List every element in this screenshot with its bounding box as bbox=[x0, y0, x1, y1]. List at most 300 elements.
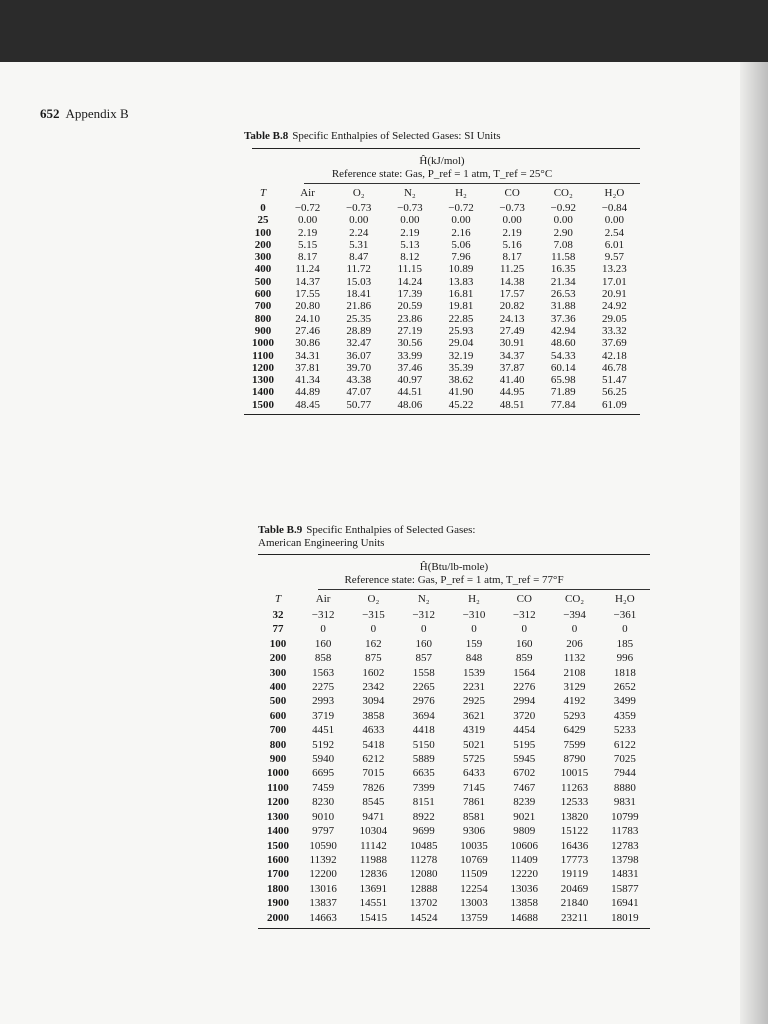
table-b8-value-cell: 32.47 bbox=[346, 337, 372, 350]
table-b8-value-cell: 11.72 bbox=[346, 263, 371, 276]
table-b8-value-cell: 37.46 bbox=[397, 361, 423, 374]
table-b9-col-header: N₂ bbox=[417, 593, 430, 605]
table-b9-value-cell: 12836 bbox=[359, 868, 388, 881]
table-b9-value-cell: 13016 bbox=[309, 882, 337, 895]
table-b9-row bbox=[258, 896, 650, 910]
table-b8-value-cell: 30.91 bbox=[499, 337, 525, 350]
table-b9-value-cell: 2231 bbox=[462, 681, 485, 694]
table-b8-value-cell: 0.00 bbox=[451, 214, 471, 227]
table-b9-value-cell: 2994 bbox=[513, 695, 536, 708]
table-b9-temperature-cell: 800 bbox=[269, 738, 287, 751]
table-b9-value-cell: 12533 bbox=[560, 796, 589, 809]
table-b9-temperature-cell: 200 bbox=[269, 652, 287, 665]
table-b9-value-cell: 7599 bbox=[563, 738, 586, 751]
table-b9-value-cell: 3621 bbox=[462, 709, 485, 722]
table-b8-value-cell: 37.81 bbox=[295, 361, 320, 374]
table-b8-value-cell: 5.06 bbox=[451, 238, 471, 251]
table-b9-value-cell: 17773 bbox=[560, 853, 589, 866]
table-b8-row bbox=[244, 399, 640, 411]
table-b9-temperature-cell: 1100 bbox=[267, 781, 289, 794]
table-b9-value-cell: 10485 bbox=[409, 839, 438, 852]
table-b9-top-rule bbox=[258, 554, 650, 555]
table-b9-title-line1: Specific Enthalpies of Selected Gases: bbox=[306, 524, 476, 536]
table-b9-value-cell: 185 bbox=[616, 637, 634, 650]
table-b8-value-cell: 9.57 bbox=[604, 251, 625, 264]
table-b9-value-cell: 11988 bbox=[359, 853, 387, 866]
table-b9-value-cell: 11278 bbox=[410, 853, 438, 866]
table-b9-row bbox=[258, 752, 650, 766]
table-b8-value-cell: 36.07 bbox=[346, 349, 372, 362]
table-b9-value-cell: 10304 bbox=[359, 825, 388, 838]
table-b9-title-line2: American Engineering Units bbox=[258, 537, 385, 549]
table-b9-value-cell: 3694 bbox=[412, 709, 435, 722]
table-b9-value-cell: −315 bbox=[362, 609, 385, 621]
table-b9-value-cell: 11263 bbox=[561, 781, 589, 794]
table-b9-row bbox=[258, 723, 650, 737]
table-b8-temperature-cell: 500 bbox=[254, 275, 272, 288]
table-b9-value-cell: 206 bbox=[566, 637, 583, 650]
table-b9-value-cell: −394 bbox=[563, 609, 586, 621]
table-b9-value-cell: 0 bbox=[320, 623, 326, 636]
table-b9-value-cell: 3094 bbox=[362, 695, 385, 708]
table-b8-value-cell: 25.93 bbox=[448, 324, 474, 337]
table-b8-value-cell: 41.40 bbox=[499, 374, 525, 387]
table-b8-value-cell: 2.19 bbox=[502, 226, 522, 239]
table-b9-value-cell: 10799 bbox=[611, 810, 639, 823]
table-b9-row bbox=[258, 911, 650, 925]
table-b8-value-cell: 28.89 bbox=[346, 324, 372, 337]
table-b9-bottom-rule bbox=[258, 928, 650, 929]
table-b8-value-cell: 7.96 bbox=[451, 251, 471, 264]
table-b8-value-cell: 2.54 bbox=[604, 226, 625, 239]
table-b9-row bbox=[258, 882, 650, 896]
table-b9-temperature-cell: 1800 bbox=[267, 882, 289, 895]
table-b9-value-cell: 14551 bbox=[359, 897, 388, 910]
table-b9-value-cell: 2976 bbox=[412, 695, 435, 708]
table-b9-value-cell: 1564 bbox=[513, 666, 536, 679]
table-b9-row bbox=[258, 824, 650, 838]
table-b8-value-cell: 22.85 bbox=[448, 312, 474, 325]
table-b9-value-cell: 2108 bbox=[563, 666, 586, 679]
table-b9-value-cell: 9797 bbox=[312, 825, 335, 838]
table-b8-value-cell: 5.13 bbox=[400, 238, 420, 251]
table-b8-title: Specific Enthalpies of Selected Gases: SI Units bbox=[292, 130, 501, 142]
table-b9-value-cell: 11142 bbox=[360, 839, 387, 852]
table-b8-value-cell: 33.32 bbox=[602, 324, 627, 337]
table-b8-value-cell: 21.86 bbox=[346, 300, 372, 313]
table-b8-value-cell: 20.59 bbox=[397, 300, 423, 313]
table-b9-value-cell: 3858 bbox=[362, 709, 385, 722]
table-b8-value-cell: 34.31 bbox=[295, 349, 320, 362]
table-b8-row bbox=[244, 362, 640, 374]
table-b8-temperature-cell: 1300 bbox=[252, 374, 274, 387]
table-b9-value-cell: 2925 bbox=[462, 695, 485, 708]
table-b9-value-cell: 8151 bbox=[412, 796, 435, 809]
table-b9-temperature-cell: 500 bbox=[269, 695, 287, 708]
table-b9-value-cell: 857 bbox=[415, 652, 432, 665]
table-b8-temperature-cell: 1400 bbox=[252, 386, 274, 399]
table-b9-row bbox=[258, 709, 650, 723]
table-b9-value-cell: 11509 bbox=[460, 868, 488, 881]
table-b9-value-cell: 8545 bbox=[362, 796, 385, 809]
table-b9-value-cell: 9831 bbox=[613, 796, 636, 809]
table-b8-body bbox=[244, 202, 640, 411]
table-b9-value-cell: 9471 bbox=[362, 810, 385, 823]
table-b8-value-cell: 8.17 bbox=[297, 251, 318, 264]
table-b9-value-cell: −312 bbox=[412, 609, 436, 621]
table-b8-value-cell: 29.04 bbox=[448, 337, 474, 350]
table-b8-value-cell: 38.62 bbox=[448, 374, 474, 387]
table-b8-value-cell: 2.90 bbox=[553, 226, 573, 239]
table-b9-value-cell: 14688 bbox=[510, 911, 539, 924]
table-b8-top-rule bbox=[252, 148, 640, 149]
table-b9-temperature-cell: 1000 bbox=[267, 767, 289, 780]
table-b9-value-cell: 1563 bbox=[312, 666, 335, 679]
table-b9-value-cell: 2276 bbox=[513, 681, 536, 694]
table-b8-row bbox=[244, 386, 640, 398]
table-b9-value-cell: 6212 bbox=[362, 753, 385, 766]
table-b8-value-cell: 56.25 bbox=[602, 386, 627, 399]
table-b8-temperature-cell: 1100 bbox=[252, 349, 274, 362]
table-b9-col-header: CO bbox=[516, 593, 532, 605]
table-b8-value-cell: 15.03 bbox=[346, 275, 372, 288]
table-b9-value-cell: 5725 bbox=[462, 753, 485, 766]
table-b8-value-cell: 65.98 bbox=[550, 374, 576, 387]
table-b9-unit: Ĥ(Btu/lb-mole) bbox=[419, 561, 489, 573]
table-b8-value-cell: 19.81 bbox=[448, 300, 474, 313]
table-b8-row bbox=[244, 276, 640, 288]
table-b9-value-cell: 13702 bbox=[409, 897, 438, 910]
table-b9-value-cell: 8880 bbox=[613, 781, 636, 794]
table-b8-value-cell: 71.89 bbox=[550, 386, 576, 399]
table-b9-temperature-cell: 32 bbox=[272, 609, 284, 621]
table-b9-value-cell: 13003 bbox=[460, 897, 488, 910]
table-b8-value-cell: 27.49 bbox=[499, 324, 525, 337]
table-b8-value-cell: 33.99 bbox=[397, 349, 423, 362]
table-b9-value-cell: 8922 bbox=[412, 810, 435, 823]
table-b8-value-cell: 41.34 bbox=[295, 374, 320, 387]
table-b8-value-cell: 32.19 bbox=[448, 349, 474, 362]
table-b9-value-cell: 7025 bbox=[613, 753, 636, 766]
table-b8-col-header: CO bbox=[504, 187, 520, 199]
table-b9-value-cell: 3720 bbox=[513, 709, 536, 722]
table-b9-value-cell: 21840 bbox=[560, 897, 589, 910]
table-b9-value-cell: 0 bbox=[521, 623, 528, 636]
table-b9-value-cell: 19119 bbox=[561, 868, 589, 881]
table-b9-temperature-cell: 1400 bbox=[267, 825, 289, 838]
table-b8-value-cell: 47.07 bbox=[346, 386, 372, 399]
table-b9-value-cell: 18019 bbox=[611, 911, 639, 924]
table-b9-value-cell: 11409 bbox=[510, 853, 538, 866]
table-b9-value-cell: 13798 bbox=[611, 853, 639, 866]
table-b8-value-cell: 17.55 bbox=[295, 288, 320, 301]
table-b8-value-cell: 23.86 bbox=[397, 312, 423, 325]
table-b9-value-cell: 1132 bbox=[563, 652, 586, 665]
table-b8-row bbox=[244, 263, 640, 275]
table-b8-temperature-cell: 0 bbox=[260, 202, 266, 214]
table-b8-value-cell: 14.24 bbox=[397, 275, 423, 288]
table-b8-value-cell: 39.70 bbox=[346, 361, 372, 374]
table-b8-value-cell: −0.84 bbox=[601, 202, 628, 214]
table-b8-value-cell: 42.94 bbox=[550, 324, 576, 337]
table-b9 bbox=[258, 524, 650, 929]
table-b9-value-cell: 7467 bbox=[513, 781, 536, 794]
table-b8-value-cell: 0.00 bbox=[297, 214, 318, 227]
table-b9-value-cell: 4192 bbox=[563, 695, 586, 708]
table-b8-value-cell: 25.35 bbox=[346, 312, 372, 325]
table-b9-value-cell: 2275 bbox=[312, 681, 335, 694]
table-b9-temperature-cell: 300 bbox=[269, 666, 287, 679]
table-b8-value-cell: 24.10 bbox=[295, 312, 320, 325]
table-b9-value-cell: 14663 bbox=[309, 911, 337, 924]
table-b9-caption bbox=[258, 524, 650, 550]
table-b8-row bbox=[244, 202, 640, 214]
table-b9-value-cell: 15877 bbox=[611, 882, 639, 895]
table-b9-value-cell: 5150 bbox=[412, 738, 435, 751]
table-b8-value-cell: 51.47 bbox=[602, 374, 627, 387]
table-b8-col-header: H₂O bbox=[604, 187, 625, 199]
table-b9-value-cell: 4319 bbox=[462, 724, 485, 737]
table-b8-temperature-cell: 1200 bbox=[252, 361, 274, 374]
table-b9-value-cell: 7015 bbox=[362, 767, 385, 780]
table-b8-col-header: CO₂ bbox=[553, 187, 573, 199]
table-b8-value-cell: 10.89 bbox=[448, 263, 474, 276]
table-b9-value-cell: 3129 bbox=[563, 681, 586, 694]
table-b9-value-cell: 14524 bbox=[409, 911, 438, 924]
table-b9-temperature-cell: 1200 bbox=[267, 796, 289, 809]
table-b9-value-cell: 13820 bbox=[560, 810, 589, 823]
table-b8-temperature-cell: 1000 bbox=[252, 337, 274, 350]
table-b9-value-cell: 1818 bbox=[613, 666, 636, 679]
table-b9-value-cell: 5889 bbox=[412, 753, 435, 766]
table-b8-value-cell: −0.73 bbox=[499, 202, 525, 214]
table-b8-value-cell: 44.51 bbox=[397, 386, 423, 399]
table-b8-value-cell: 35.39 bbox=[448, 361, 474, 374]
table-b9-value-cell: 160 bbox=[415, 637, 432, 650]
table-b9-value-cell: 2652 bbox=[613, 681, 636, 694]
table-b8-value-cell: 14.38 bbox=[499, 275, 525, 288]
table-b8-row bbox=[244, 288, 640, 300]
table-b8-value-cell: −0.72 bbox=[294, 202, 321, 214]
table-b8-value-cell: 20.91 bbox=[602, 288, 627, 301]
table-b9-value-cell: 4633 bbox=[362, 724, 385, 737]
table-b9-value-cell: 13837 bbox=[309, 897, 337, 910]
table-b8-value-cell: 44.89 bbox=[295, 386, 320, 399]
table-b9-row bbox=[258, 781, 650, 795]
table-b8-value-cell: 5.15 bbox=[297, 238, 318, 251]
table-b9-value-cell: 159 bbox=[465, 637, 483, 650]
table-b8-value-cell: 48.60 bbox=[550, 337, 576, 350]
table-b8-value-cell: 8.12 bbox=[400, 251, 420, 264]
table-b8-row bbox=[244, 350, 640, 362]
table-b8-value-cell: 29.05 bbox=[602, 312, 627, 325]
table-b9-value-cell: 0 bbox=[622, 623, 628, 636]
table-b9-value-cell: 9010 bbox=[312, 810, 335, 823]
table-b8-value-cell: 0.00 bbox=[502, 214, 522, 227]
table-b9-value-cell: 16941 bbox=[611, 897, 639, 910]
table-b8-value-cell: 42.18 bbox=[602, 349, 627, 362]
table-b8-value-cell: 11.15 bbox=[397, 263, 423, 276]
table-b9-value-cell: 2342 bbox=[362, 681, 385, 694]
table-b8-col-header: O₂ bbox=[352, 187, 365, 199]
table-b9-row bbox=[258, 666, 650, 680]
table-b8-value-cell: 2.16 bbox=[451, 226, 471, 239]
table-b9-value-cell: 10035 bbox=[460, 839, 488, 852]
table-b8-value-cell: 20.82 bbox=[499, 300, 525, 313]
table-b8-col-header: Air bbox=[300, 187, 315, 199]
table-b8-value-cell: 46.78 bbox=[602, 361, 627, 374]
table-b8-value-cell: 0.00 bbox=[553, 214, 573, 227]
table-b9-value-cell: 10606 bbox=[510, 839, 539, 852]
table-b9-value-cell: 2993 bbox=[312, 695, 335, 708]
table-b8-value-cell: 54.33 bbox=[550, 349, 576, 362]
table-b9-row bbox=[258, 795, 650, 809]
table-b9-value-cell: 3719 bbox=[312, 709, 335, 722]
table-b9-value-cell: 20469 bbox=[560, 882, 589, 895]
table-b9-value-cell: 12783 bbox=[611, 839, 639, 852]
table-b8-value-cell: 2.19 bbox=[400, 226, 420, 239]
table-b8-row bbox=[244, 251, 640, 263]
table-b8-value-cell: 41.90 bbox=[448, 386, 474, 399]
table-b9-value-cell: 15122 bbox=[560, 825, 589, 838]
table-b9-value-cell: 16436 bbox=[560, 839, 589, 852]
table-b8-temperature-cell: 1500 bbox=[252, 398, 274, 411]
table-b8-value-cell: 43.38 bbox=[346, 374, 372, 387]
table-b9-value-cell: 848 bbox=[465, 652, 483, 665]
scanner-top-band bbox=[0, 0, 768, 62]
table-b9-row bbox=[258, 853, 650, 867]
table-b9-value-cell: 6702 bbox=[513, 767, 536, 780]
table-b8-value-cell: 8.47 bbox=[349, 251, 369, 264]
table-b9-value-cell: 12220 bbox=[510, 868, 539, 881]
table-b9-value-cell: 3499 bbox=[613, 695, 636, 708]
table-b9-value-cell: 10590 bbox=[309, 839, 337, 852]
table-b8-value-cell: 14.37 bbox=[295, 275, 320, 288]
table-b9-value-cell: 9809 bbox=[513, 825, 536, 838]
table-b8-label: Table B.8 bbox=[244, 130, 289, 142]
table-b8-value-cell: 7.08 bbox=[553, 238, 573, 251]
table-b9-value-cell: −312 bbox=[311, 609, 335, 621]
table-b8-row bbox=[244, 300, 640, 312]
table-b9-value-cell: 8230 bbox=[312, 796, 335, 809]
table-b9-row bbox=[258, 651, 650, 665]
table-b9-value-cell: 8581 bbox=[462, 810, 485, 823]
table-b9-value-cell: 9699 bbox=[412, 825, 435, 838]
table-b9-row bbox=[258, 608, 650, 622]
table-b8-value-cell: 34.37 bbox=[499, 349, 525, 362]
table-b8-value-cell: 37.69 bbox=[602, 337, 627, 350]
table-b8-value-cell: −0.73 bbox=[397, 202, 423, 214]
table-b9-value-cell: 7399 bbox=[412, 781, 435, 794]
table-b8-row bbox=[244, 325, 640, 337]
table-b8-caption bbox=[244, 130, 640, 143]
table-b8-value-cell: 60.14 bbox=[550, 361, 576, 374]
table-b9-value-cell: 12888 bbox=[409, 882, 438, 895]
table-b8-value-cell: 30.56 bbox=[397, 337, 423, 350]
table-b9-col-header: Air bbox=[315, 593, 331, 605]
table-b9-value-cell: 1602 bbox=[362, 666, 385, 679]
page-edge-shadow bbox=[740, 62, 768, 1024]
table-b8-value-cell: 17.57 bbox=[499, 288, 525, 301]
table-b9-value-cell: 160 bbox=[314, 637, 332, 650]
table-b8-value-cell: 11.25 bbox=[499, 263, 525, 276]
table-b9-value-cell: 5192 bbox=[312, 738, 335, 751]
table-b9-temperature-cell: 1900 bbox=[267, 897, 289, 910]
table-b8-value-cell: 37.87 bbox=[499, 361, 525, 374]
table-b9-value-cell: 5940 bbox=[312, 753, 335, 766]
table-b9-value-cell: 5021 bbox=[462, 738, 485, 751]
table-b9-value-cell: 858 bbox=[314, 652, 332, 665]
table-b9-body bbox=[258, 608, 650, 925]
table-b8-row bbox=[244, 313, 640, 325]
table-b8-row bbox=[244, 239, 640, 251]
table-b9-value-cell: 1539 bbox=[462, 666, 485, 679]
table-b9-value-cell: 0 bbox=[420, 623, 427, 636]
table-b9-value-cell: 6433 bbox=[462, 767, 485, 780]
table-b9-temperature-cell: 400 bbox=[269, 681, 287, 694]
table-b8-grid bbox=[244, 184, 640, 411]
table-b9-row bbox=[258, 867, 650, 881]
table-b8-value-cell: 48.06 bbox=[397, 398, 423, 411]
table-b8-temperature-cell: 25 bbox=[257, 214, 269, 227]
table-b9-col-header: T bbox=[274, 593, 282, 605]
table-b9-value-cell: 2265 bbox=[412, 681, 435, 694]
table-b9-value-cell: 7861 bbox=[462, 796, 485, 809]
table-b9-temperature-cell: 2000 bbox=[267, 911, 289, 924]
table-b8-value-cell: 48.51 bbox=[499, 398, 525, 411]
table-b9-row bbox=[258, 766, 650, 780]
table-b8-col-header: H₂ bbox=[455, 187, 467, 199]
table-b9-head bbox=[258, 590, 650, 608]
table-b9-temperature-cell: 100 bbox=[269, 637, 287, 650]
table-b8-temperature-cell: 900 bbox=[254, 324, 272, 337]
table-b8-value-cell: 44.95 bbox=[499, 386, 525, 399]
table-b8-value-cell: 21.34 bbox=[550, 275, 576, 288]
table-b8-value-cell: 31.88 bbox=[550, 300, 576, 313]
table-b9-temperature-cell: 77 bbox=[272, 623, 284, 636]
table-b9-col-header: CO₂ bbox=[564, 593, 585, 605]
table-b9-value-cell: 162 bbox=[365, 637, 382, 650]
table-b9-value-cell: 7145 bbox=[462, 781, 485, 794]
table-b9-value-cell: 9306 bbox=[462, 825, 485, 838]
table-b8-row bbox=[244, 214, 640, 226]
table-b9-temperature-cell: 1700 bbox=[267, 868, 289, 881]
table-b9-value-cell: 13036 bbox=[510, 882, 539, 895]
table-b9-value-cell: 5293 bbox=[563, 709, 586, 722]
table-b9-value-cell: −312 bbox=[512, 609, 536, 621]
table-b9-value-cell: 10015 bbox=[560, 767, 589, 780]
table-b8-value-cell: 50.77 bbox=[346, 398, 372, 411]
page-number: 652 bbox=[40, 106, 60, 121]
table-b8-temperature-cell: 300 bbox=[254, 251, 272, 264]
table-b9-value-cell: 6429 bbox=[563, 724, 586, 737]
table-b8-value-cell: 2.24 bbox=[349, 226, 369, 239]
table-b9-value-cell: 6635 bbox=[412, 767, 435, 780]
table-b8-value-cell: 26.53 bbox=[550, 288, 576, 301]
table-b8-value-cell: 30.86 bbox=[295, 337, 320, 350]
table-b9-value-cell: 6695 bbox=[312, 767, 335, 780]
table-b9-value-cell: 13858 bbox=[510, 897, 539, 910]
table-b9-value-cell: −361 bbox=[613, 609, 637, 621]
table-b8-bottom-rule bbox=[244, 414, 640, 415]
table-b9-value-cell: 7826 bbox=[362, 781, 385, 794]
table-b9-value-cell: 13691 bbox=[359, 882, 388, 895]
table-b8-col-header: N₂ bbox=[403, 187, 416, 199]
table-b8-value-cell: 13.83 bbox=[448, 275, 474, 288]
table-b8-value-cell: 27.46 bbox=[295, 324, 320, 337]
table-b9-value-cell: 11783 bbox=[611, 825, 639, 838]
table-b9-label: Table B.9 bbox=[258, 524, 303, 536]
